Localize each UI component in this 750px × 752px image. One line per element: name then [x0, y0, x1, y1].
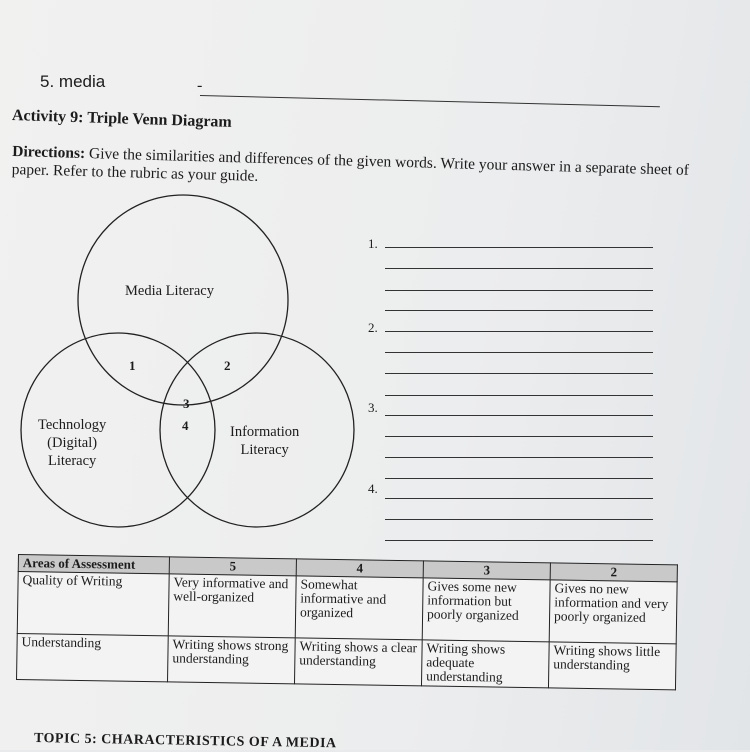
header-score-4: 4	[296, 559, 423, 578]
answer-line	[385, 519, 653, 520]
venn-label-technology-literacy: Technology (Digital) Literacy	[38, 417, 107, 469]
answer-line	[385, 457, 653, 458]
header-score-2: 2	[550, 563, 677, 582]
answer-number-4: 4.	[368, 481, 378, 496]
answer-line	[385, 310, 653, 311]
answer-line	[385, 352, 653, 353]
header-areas: Areas of Assessment	[18, 555, 169, 574]
row-label: Understanding	[17, 633, 169, 681]
table-cell: Writing shows a clear understanding	[294, 638, 422, 686]
item-5: 5. media	[40, 72, 106, 91]
venn-region-4: 4	[182, 418, 189, 433]
activity-title: Activity 9: Triple Venn Diagram	[11, 107, 233, 131]
answer-line	[385, 436, 653, 437]
answer-line	[385, 540, 653, 541]
answer-number-1: 1.	[368, 236, 378, 251]
topic-heading: TOPIC 5: CHARACTERISTICS OF A MEDIA	[33, 731, 337, 752]
answer-line	[385, 478, 653, 479]
table-row	[17, 633, 677, 689]
venn-region-1: 1	[129, 358, 136, 373]
answer-line	[385, 395, 653, 396]
answer-line	[385, 268, 653, 269]
table-cell: Writing shows little understanding	[548, 642, 676, 690]
media-literacy-circle	[78, 195, 288, 405]
venn-label-media-literacy: Media Literacy	[125, 283, 214, 299]
table-cell: Gives no new information and very poorly organized	[549, 580, 677, 644]
answer-line	[385, 247, 653, 248]
header-score-3: 3	[423, 561, 550, 580]
table-cell: Somewhat informative and organized	[295, 576, 423, 640]
table-cell: Writing shows adequate understanding	[421, 640, 549, 688]
directions: Directions: Give the similarities and differences of the given words. Write your answer in a separate sheet of paper. Refer to the rubric as your guide.	[11, 143, 690, 185]
answer-line	[385, 331, 653, 332]
answer-number-2: 2.	[368, 320, 378, 335]
venn-region-2: 2	[224, 358, 231, 373]
header-score-5: 5	[169, 557, 296, 576]
rubric-table	[16, 554, 678, 690]
table-cell: Very informative and well-organized	[168, 574, 296, 638]
table-cell: Gives some new information but poorly organized	[422, 578, 550, 642]
triple-venn-diagram	[0, 190, 380, 535]
answer-line	[385, 373, 653, 374]
answer-line	[385, 290, 653, 291]
table-row	[17, 572, 677, 644]
answer-line	[385, 498, 653, 499]
item-5-dash: -	[197, 77, 203, 94]
row-label: Quality of Writing	[17, 572, 169, 636]
table-cell: Writing shows strong understanding	[168, 636, 296, 684]
answer-number-3: 3.	[368, 400, 378, 415]
answer-line	[385, 415, 653, 416]
venn-region-3: 3	[183, 396, 190, 411]
venn-label-information-literacy: Information Literacy	[230, 424, 300, 458]
